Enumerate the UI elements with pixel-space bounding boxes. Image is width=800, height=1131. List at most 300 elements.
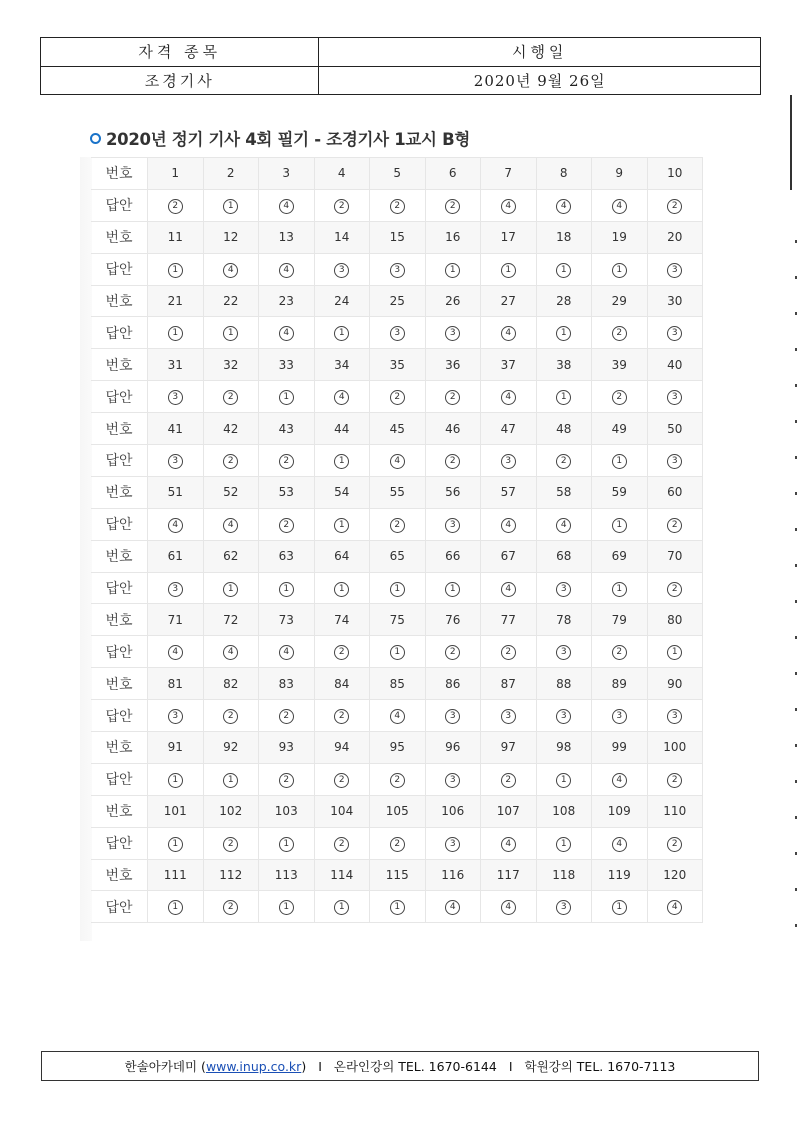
question-number-cell: 76 [425, 604, 481, 636]
answer-cell [314, 253, 370, 285]
answer-row-label: 답안 [91, 381, 148, 413]
question-number-cell: 15 [370, 221, 426, 253]
answer-cell [592, 317, 648, 349]
answer-cell [647, 381, 703, 413]
circled-answer-number: 2 [445, 390, 460, 405]
answer-cell [425, 763, 481, 795]
answer-cell [259, 636, 315, 668]
answer-cell [203, 508, 259, 540]
question-number-cell: 115 [370, 859, 426, 891]
number-row-label: 번호 [91, 221, 148, 253]
answer-row-label: 답안 [91, 891, 148, 923]
circled-answer-number: 3 [556, 709, 571, 724]
circled-answer-number: 1 [168, 773, 183, 788]
circled-answer-number: 3 [667, 390, 682, 405]
circled-answer-number: 1 [334, 454, 349, 469]
circled-answer-number: 4 [223, 518, 238, 533]
question-number-cell: 73 [259, 604, 315, 636]
circled-answer-number: 2 [223, 900, 238, 915]
circled-answer-number: 1 [612, 454, 627, 469]
circled-answer-number: 3 [334, 263, 349, 278]
footer-offline-tel: 학원강의 TEL. 1670-7113 [524, 1059, 676, 1074]
circled-answer-number: 4 [168, 518, 183, 533]
answer-cell [425, 317, 481, 349]
question-number-cell: 88 [536, 668, 592, 700]
answer-row-label: 답안 [91, 763, 148, 795]
question-number-cell: 24 [314, 285, 370, 317]
question-number-cell: 78 [536, 604, 592, 636]
answer-cell [647, 827, 703, 859]
answer-cell [370, 763, 426, 795]
answer-cell [536, 636, 592, 668]
question-number-cell: 37 [481, 349, 537, 381]
question-number-cell: 85 [370, 668, 426, 700]
circled-answer-number: 1 [279, 390, 294, 405]
circled-answer-number: 3 [556, 645, 571, 660]
question-number-cell: 23 [259, 285, 315, 317]
question-number-cell: 1 [148, 158, 204, 190]
question-number-cell: 16 [425, 221, 481, 253]
circled-answer-number: 2 [334, 773, 349, 788]
answer-cell [536, 381, 592, 413]
circled-answer-number: 1 [279, 900, 294, 915]
question-number-cell: 57 [481, 476, 537, 508]
number-row [91, 476, 703, 508]
answer-row-label: 답안 [91, 700, 148, 732]
answer-cell [148, 572, 204, 604]
circled-answer-number: 3 [390, 263, 405, 278]
number-row [91, 732, 703, 764]
answer-cell [536, 317, 592, 349]
answer-cell [592, 891, 648, 923]
question-number-cell: 29 [592, 285, 648, 317]
answer-cell [314, 700, 370, 732]
question-number-cell: 120 [647, 859, 703, 891]
question-number-cell: 61 [148, 540, 204, 572]
question-number-cell: 8 [536, 158, 592, 190]
question-number-cell: 38 [536, 349, 592, 381]
circled-answer-number: 2 [334, 645, 349, 660]
circled-answer-number: 3 [168, 454, 183, 469]
answer-cell [425, 445, 481, 477]
exam-info-table [40, 37, 761, 95]
circled-answer-number: 4 [501, 518, 516, 533]
circled-answer-number: 2 [223, 709, 238, 724]
circled-answer-number: 1 [390, 645, 405, 660]
question-number-cell: 20 [647, 221, 703, 253]
question-number-cell: 7 [481, 158, 537, 190]
answer-cell [592, 636, 648, 668]
circled-answer-number: 3 [667, 326, 682, 341]
answer-cell [425, 700, 481, 732]
answer-row [91, 763, 703, 795]
question-number-cell: 12 [203, 221, 259, 253]
answer-cell [203, 445, 259, 477]
number-row-label: 번호 [91, 476, 148, 508]
question-number-cell: 45 [370, 413, 426, 445]
circled-answer-number: 3 [445, 518, 460, 533]
circled-answer-number: 2 [612, 645, 627, 660]
question-number-cell: 59 [592, 476, 648, 508]
answer-cell [481, 508, 537, 540]
circled-answer-number: 2 [612, 326, 627, 341]
circled-answer-number: 3 [556, 582, 571, 597]
circled-answer-number: 2 [279, 518, 294, 533]
answer-cell [481, 572, 537, 604]
answer-cell [259, 189, 315, 221]
answer-cell [592, 189, 648, 221]
question-number-cell: 48 [536, 413, 592, 445]
answer-cell [314, 317, 370, 349]
question-number-cell: 58 [536, 476, 592, 508]
question-number-cell: 96 [425, 732, 481, 764]
answer-cell [314, 636, 370, 668]
circled-answer-number: 1 [334, 518, 349, 533]
answer-row [91, 827, 703, 859]
number-row-label: 번호 [91, 795, 148, 827]
circled-answer-number: 4 [612, 837, 627, 852]
circled-answer-number: 2 [556, 454, 571, 469]
answer-cell [370, 189, 426, 221]
circled-answer-number: 4 [612, 199, 627, 214]
question-number-cell: 56 [425, 476, 481, 508]
circled-answer-number: 1 [612, 518, 627, 533]
circled-answer-number: 2 [667, 582, 682, 597]
circled-answer-number: 3 [501, 454, 516, 469]
answer-cell [259, 827, 315, 859]
circled-answer-number: 3 [168, 390, 183, 405]
question-number-cell: 80 [647, 604, 703, 636]
answer-row [91, 636, 703, 668]
question-number-cell: 41 [148, 413, 204, 445]
circled-answer-number: 2 [390, 199, 405, 214]
circled-answer-number: 4 [667, 900, 682, 915]
question-number-cell: 109 [592, 795, 648, 827]
number-row-label: 번호 [91, 668, 148, 700]
question-number-cell: 118 [536, 859, 592, 891]
circled-answer-number: 3 [445, 709, 460, 724]
answer-cell [259, 508, 315, 540]
footer-website-link[interactable]: www.inup.co.kr [205, 1058, 302, 1074]
question-number-cell: 90 [647, 668, 703, 700]
answer-cell [647, 700, 703, 732]
circled-answer-number: 3 [556, 900, 571, 915]
question-number-cell: 108 [536, 795, 592, 827]
answer-cell [481, 700, 537, 732]
answer-cell [148, 700, 204, 732]
answer-cell [481, 636, 537, 668]
answer-cell [425, 508, 481, 540]
circled-answer-number: 2 [667, 773, 682, 788]
circled-answer-number: 4 [445, 900, 460, 915]
question-number-cell: 9 [592, 158, 648, 190]
circled-answer-number: 1 [556, 773, 571, 788]
answer-cell [536, 508, 592, 540]
answer-cell [592, 508, 648, 540]
answer-row-label: 답안 [91, 317, 148, 349]
answer-row-label: 답안 [91, 508, 148, 540]
circled-answer-number: 3 [445, 837, 460, 852]
answer-cell [592, 700, 648, 732]
circled-answer-number: 1 [334, 900, 349, 915]
number-row [91, 158, 703, 190]
question-number-cell: 100 [647, 732, 703, 764]
circled-answer-number: 2 [612, 390, 627, 405]
question-number-cell: 65 [370, 540, 426, 572]
answer-cell [481, 763, 537, 795]
number-row [91, 221, 703, 253]
answer-cell [647, 763, 703, 795]
question-number-cell: 79 [592, 604, 648, 636]
answer-cell [425, 572, 481, 604]
circled-answer-number: 2 [501, 773, 516, 788]
answer-cell [481, 253, 537, 285]
question-number-cell: 25 [370, 285, 426, 317]
circled-answer-number: 1 [612, 900, 627, 915]
circled-answer-number: 2 [334, 199, 349, 214]
exam-date-value: 2020년 9월 26일 [319, 66, 761, 95]
question-number-cell: 69 [592, 540, 648, 572]
answer-cell [314, 827, 370, 859]
answer-row-label: 답안 [91, 827, 148, 859]
answer-cell [148, 445, 204, 477]
answer-key-heading [90, 124, 470, 152]
answer-cell [425, 636, 481, 668]
answer-cell [481, 827, 537, 859]
question-number-cell: 5 [370, 158, 426, 190]
circled-answer-number: 2 [279, 709, 294, 724]
circled-answer-number: 2 [334, 709, 349, 724]
question-number-cell: 84 [314, 668, 370, 700]
answer-row-label: 답안 [91, 572, 148, 604]
answer-cell [425, 381, 481, 413]
circled-answer-number: 1 [223, 326, 238, 341]
answer-cell [647, 508, 703, 540]
answer-cell [536, 827, 592, 859]
circled-answer-number: 1 [223, 199, 238, 214]
circled-answer-number: 1 [556, 263, 571, 278]
question-number-cell: 83 [259, 668, 315, 700]
circled-answer-number: 2 [223, 390, 238, 405]
answer-cell [481, 445, 537, 477]
number-row-label: 번호 [91, 732, 148, 764]
answer-cell [203, 636, 259, 668]
answer-cell [314, 763, 370, 795]
answer-row [91, 445, 703, 477]
answer-cell [259, 317, 315, 349]
circled-answer-number: 2 [667, 837, 682, 852]
circled-answer-number: 2 [445, 645, 460, 660]
answer-cell [259, 572, 315, 604]
circled-answer-number: 2 [667, 199, 682, 214]
question-number-cell: 35 [370, 349, 426, 381]
answer-cell [536, 700, 592, 732]
answer-cell [203, 253, 259, 285]
answer-cell [370, 891, 426, 923]
question-number-cell: 42 [203, 413, 259, 445]
circled-answer-number: 1 [390, 900, 405, 915]
number-row [91, 795, 703, 827]
circled-answer-number: 4 [279, 645, 294, 660]
question-number-cell: 52 [203, 476, 259, 508]
answer-row [91, 891, 703, 923]
number-row [91, 413, 703, 445]
answer-cell [647, 636, 703, 668]
circled-answer-number: 4 [279, 263, 294, 278]
answer-cell [647, 317, 703, 349]
answer-cell [425, 891, 481, 923]
subject-value: 조경기사 [41, 66, 319, 95]
answer-cell [536, 572, 592, 604]
question-number-cell: 18 [536, 221, 592, 253]
circled-answer-number: 1 [445, 263, 460, 278]
page-edge-dots [795, 240, 797, 940]
answer-grid [91, 157, 703, 923]
date-column-header: 시행일 [319, 38, 761, 67]
number-row [91, 349, 703, 381]
circled-answer-number: 3 [667, 454, 682, 469]
circled-answer-number: 1 [556, 326, 571, 341]
question-number-cell: 51 [148, 476, 204, 508]
answer-cell [536, 763, 592, 795]
question-number-cell: 116 [425, 859, 481, 891]
circled-answer-number: 4 [501, 390, 516, 405]
answer-cell [592, 253, 648, 285]
question-number-cell: 103 [259, 795, 315, 827]
question-number-cell: 70 [647, 540, 703, 572]
number-row-label: 번호 [91, 604, 148, 636]
answer-cell [481, 891, 537, 923]
answer-cell [481, 189, 537, 221]
circled-answer-number: 2 [279, 454, 294, 469]
answer-cell [425, 827, 481, 859]
answer-cell [259, 381, 315, 413]
answer-row [91, 253, 703, 285]
circled-answer-number: 1 [279, 837, 294, 852]
footer-bar [41, 1051, 759, 1081]
question-number-cell: 46 [425, 413, 481, 445]
number-row-label: 번호 [91, 158, 148, 190]
answer-cell [370, 827, 426, 859]
question-number-cell: 71 [148, 604, 204, 636]
answer-cell [592, 572, 648, 604]
answer-cell [314, 891, 370, 923]
question-number-cell: 111 [148, 859, 204, 891]
answer-cell [148, 317, 204, 349]
circled-answer-number: 3 [612, 709, 627, 724]
answer-row [91, 189, 703, 221]
answer-cell [647, 445, 703, 477]
circled-answer-number: 4 [223, 263, 238, 278]
circled-answer-number: 4 [501, 837, 516, 852]
answer-cell [592, 827, 648, 859]
question-number-cell: 31 [148, 349, 204, 381]
circled-answer-number: 4 [279, 326, 294, 341]
answer-cell [314, 381, 370, 413]
question-number-cell: 33 [259, 349, 315, 381]
circled-answer-number: 4 [501, 326, 516, 341]
circled-answer-number: 1 [390, 582, 405, 597]
answer-cell [203, 891, 259, 923]
answer-cell [203, 572, 259, 604]
answer-cell [314, 189, 370, 221]
answer-cell [370, 636, 426, 668]
circled-answer-number: 1 [279, 582, 294, 597]
circled-answer-number: 4 [501, 582, 516, 597]
answer-cell [314, 445, 370, 477]
circled-answer-number: 1 [501, 263, 516, 278]
answer-row [91, 508, 703, 540]
question-number-cell: 81 [148, 668, 204, 700]
circled-answer-number: 1 [168, 837, 183, 852]
question-number-cell: 13 [259, 221, 315, 253]
question-number-cell: 67 [481, 540, 537, 572]
question-number-cell: 47 [481, 413, 537, 445]
answer-cell [148, 891, 204, 923]
circled-answer-number: 1 [445, 582, 460, 597]
footer-online-tel: 온라인강의 TEL. 1670-6144 [333, 1059, 497, 1074]
circled-answer-number: 1 [667, 645, 682, 660]
answer-cell [148, 636, 204, 668]
answer-cell [259, 700, 315, 732]
answer-cell [148, 763, 204, 795]
question-number-cell: 66 [425, 540, 481, 572]
answer-row-label: 답안 [91, 445, 148, 477]
answer-cell [370, 381, 426, 413]
circled-answer-number: 2 [223, 837, 238, 852]
answer-cell [370, 317, 426, 349]
question-number-cell: 27 [481, 285, 537, 317]
circled-answer-number: 4 [168, 645, 183, 660]
answer-cell [370, 572, 426, 604]
circled-answer-number: 1 [334, 582, 349, 597]
question-number-cell: 72 [203, 604, 259, 636]
answer-cell [148, 189, 204, 221]
answer-row [91, 572, 703, 604]
question-number-cell: 10 [647, 158, 703, 190]
footer-close-paren: ) [301, 1058, 307, 1074]
answer-cell [536, 891, 592, 923]
answer-cell [592, 381, 648, 413]
answer-cell [647, 189, 703, 221]
question-number-cell: 95 [370, 732, 426, 764]
question-number-cell: 55 [370, 476, 426, 508]
circled-answer-number: 4 [501, 199, 516, 214]
answer-cell [259, 763, 315, 795]
circled-answer-number: 2 [501, 645, 516, 660]
answer-cell [370, 445, 426, 477]
question-number-cell: 26 [425, 285, 481, 317]
number-row [91, 285, 703, 317]
circled-answer-number: 2 [390, 518, 405, 533]
question-number-cell: 97 [481, 732, 537, 764]
page-title: 2020년 정기 기사 4회 필기 - 조경기사 1교시 B형 [106, 130, 471, 149]
circled-answer-number: 2 [390, 390, 405, 405]
circled-answer-number: 3 [501, 709, 516, 724]
circled-answer-number: 3 [390, 326, 405, 341]
question-number-cell: 93 [259, 732, 315, 764]
question-number-cell: 105 [370, 795, 426, 827]
question-number-cell: 43 [259, 413, 315, 445]
question-number-cell: 113 [259, 859, 315, 891]
question-number-cell: 98 [536, 732, 592, 764]
question-number-cell: 53 [259, 476, 315, 508]
question-number-cell: 4 [314, 158, 370, 190]
question-number-cell: 30 [647, 285, 703, 317]
circle-bullet-icon [90, 133, 101, 144]
answer-cell [259, 445, 315, 477]
answer-cell [425, 189, 481, 221]
